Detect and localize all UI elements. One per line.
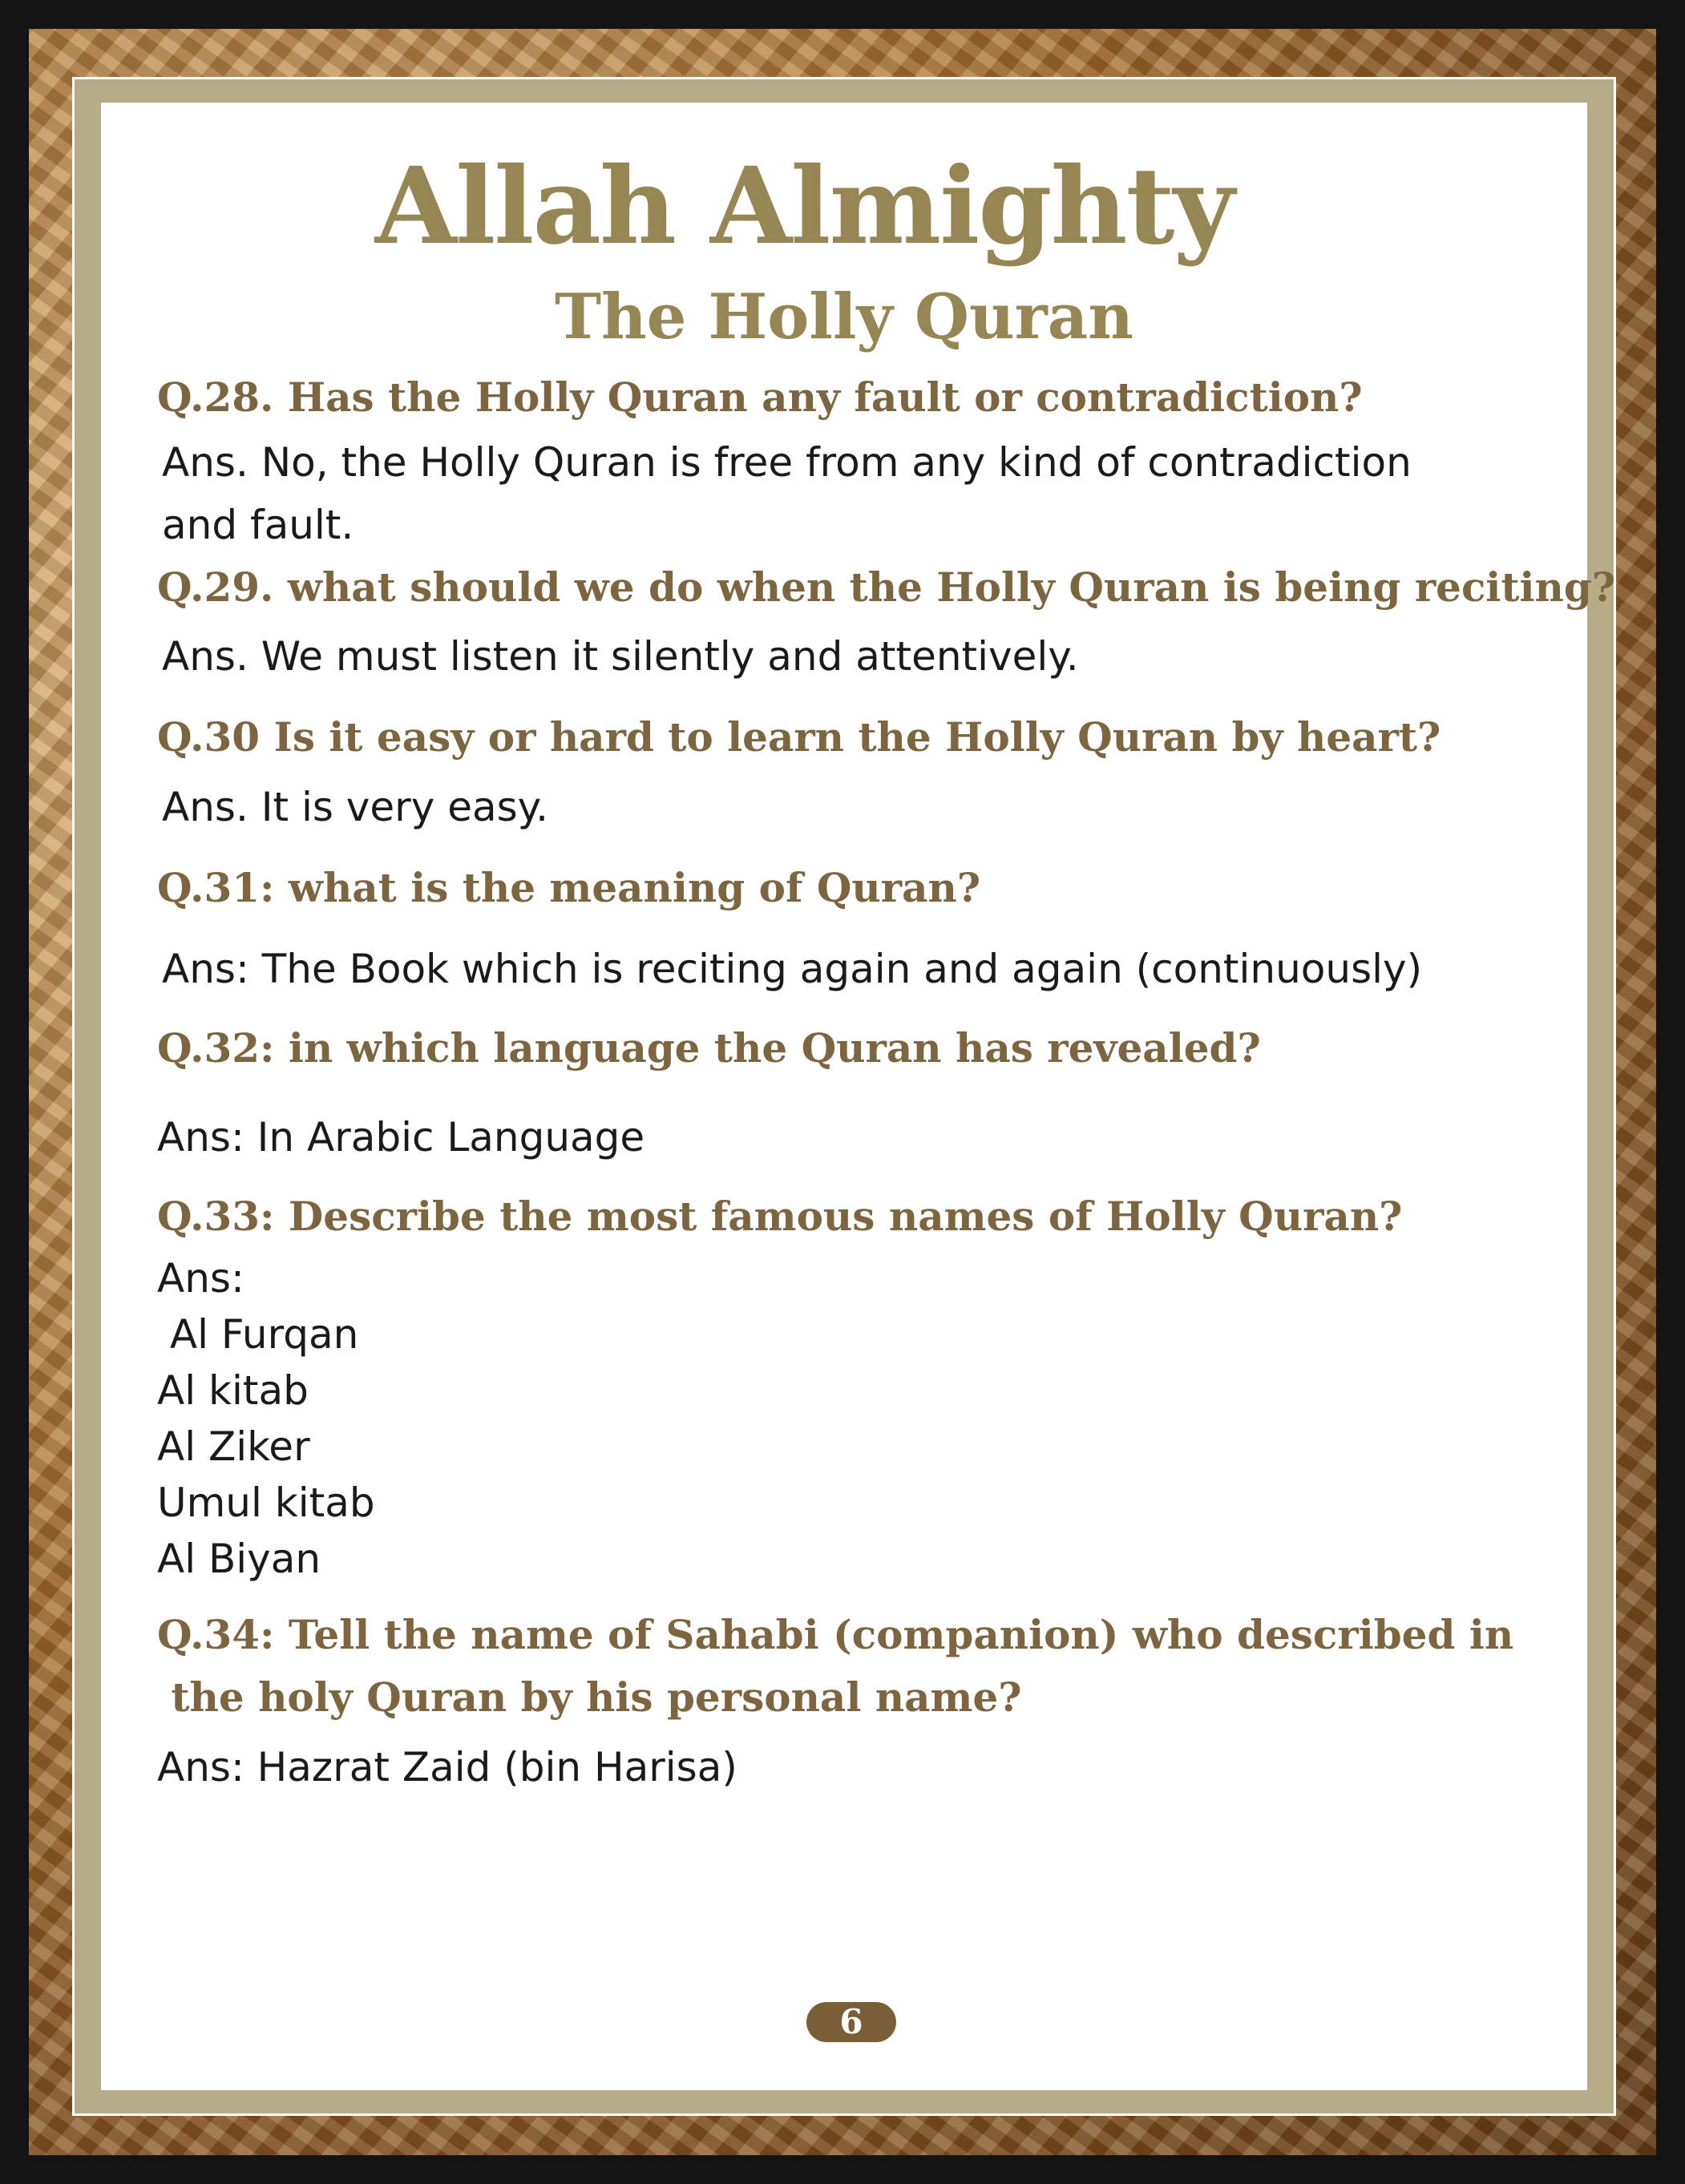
answer-33-item: Al Biyan [157,1536,321,1582]
answer-33-item: Al Ziker [157,1423,310,1470]
answer-33-item: Al Furqan [157,1311,359,1358]
content-panel [101,103,1616,2090]
answer-30: Ans. It is very easy. [162,784,549,830]
question-34-line-2: the holy Quran by his personal name? [157,1673,1022,1721]
answer-31: Ans: The Book which is reciting again and again (continuously) [162,946,1423,992]
answer-33-item: Al kitab [157,1367,309,1414]
page-subtitle: The Holly Quran [555,281,1133,353]
answer-33-item: Umul kitab [157,1480,375,1526]
answer-34: Ans: Hazrat Zaid (bin Harisa) [157,1744,737,1790]
answer-33-label: Ans: [157,1255,244,1302]
question-30: Q.30 Is it easy or hard to learn the Holly Quran by heart? [157,713,1441,761]
answer-28-line-1: Ans. No, the Holly Quran is free from any kind of contradiction [162,439,1412,486]
question-32: Q.32: in which language the Quran has revealed? [157,1024,1261,1072]
question-29: Q.29. what should we do when the Holly Quran is being reciting? [157,563,1616,611]
question-33: Q.33: Describe the most famous names of Holly Quran? [157,1193,1403,1240]
question-28: Q.28. Has the Holly Quran any fault or contradiction? [157,373,1363,421]
page-number-badge: 6 [806,2002,896,2042]
answer-32: Ans: In Arabic Language [157,1114,645,1161]
page-title: Allah Almighty [374,144,1234,268]
answer-28-line-2: and fault. [162,502,354,548]
question-31: Q.31: what is the meaning of Quran? [157,864,981,911]
question-34-line-1: Q.34: Tell the name of Sahabi (companion) who described in [157,1611,1514,1658]
answer-29: Ans. We must listen it silently and attentively. [162,633,1079,680]
